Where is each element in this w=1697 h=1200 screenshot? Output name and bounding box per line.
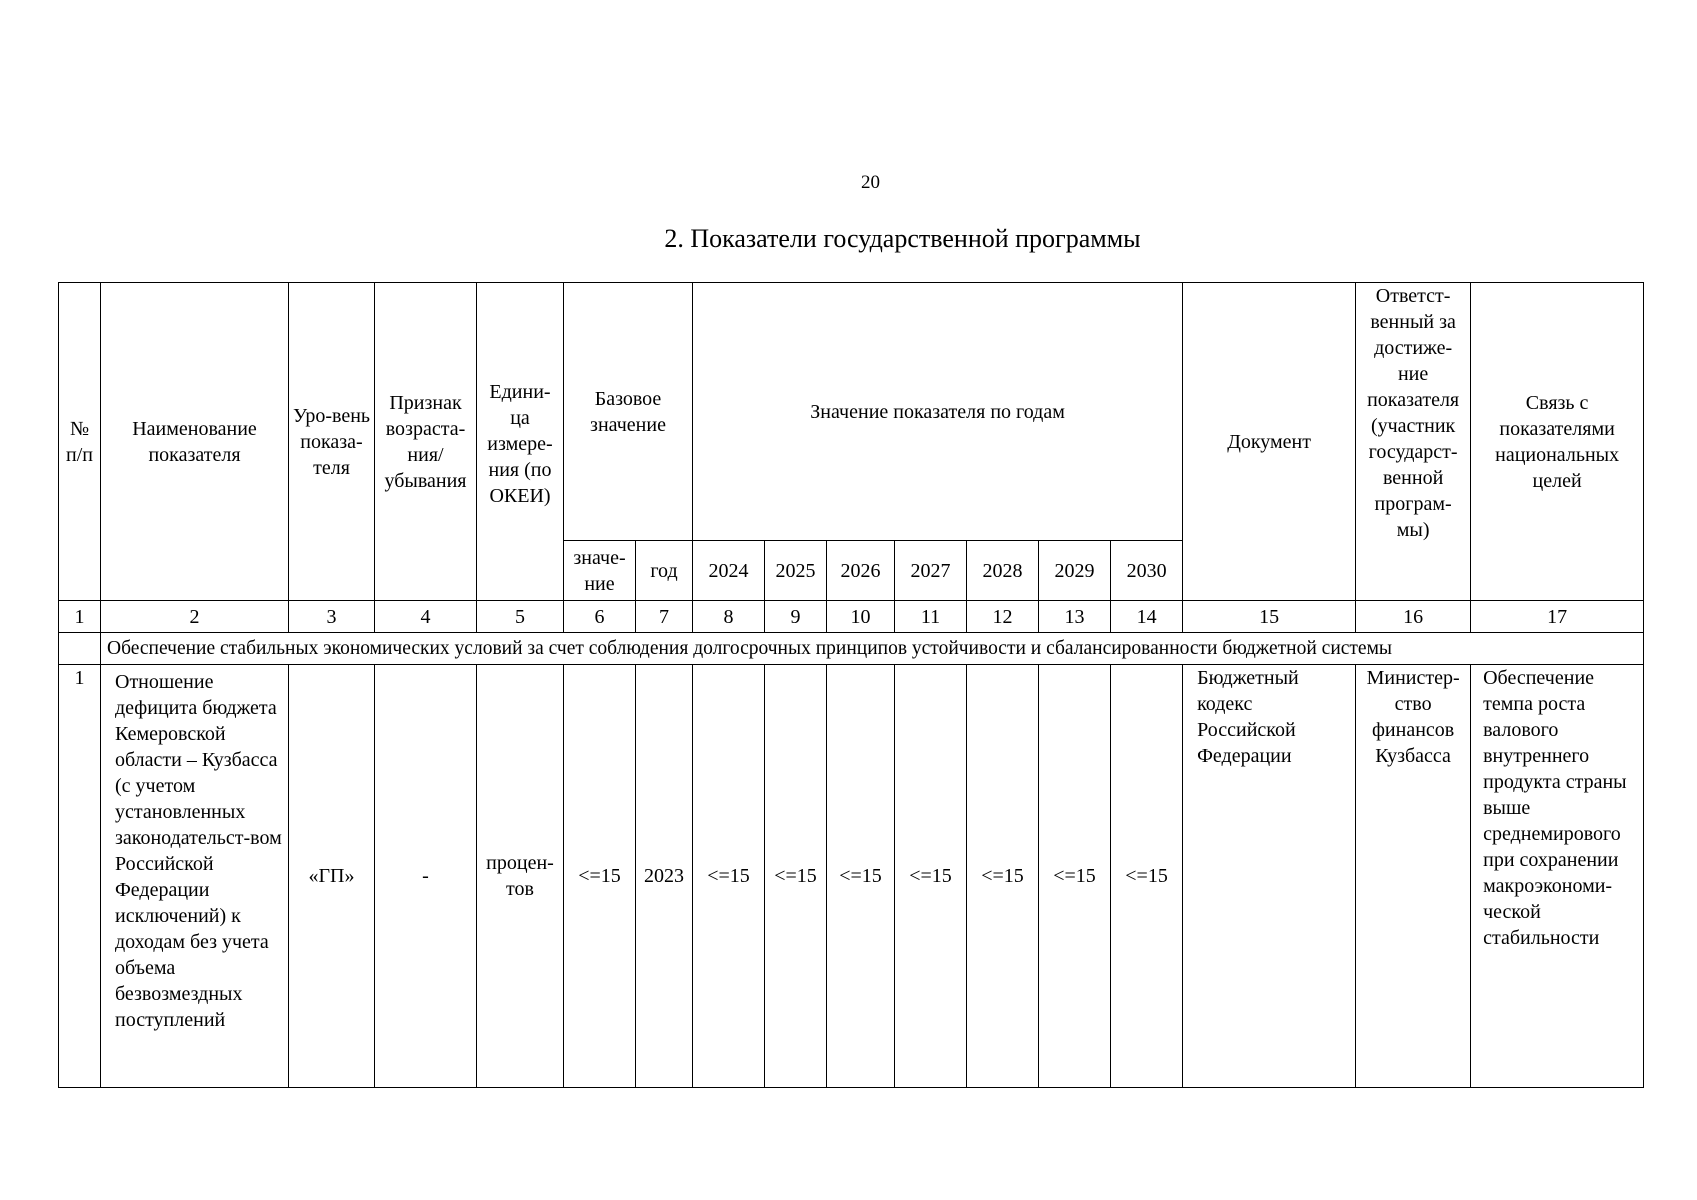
column-number: 17 bbox=[1471, 601, 1644, 633]
column-number: 12 bbox=[967, 601, 1039, 633]
base-year: 2023 bbox=[636, 665, 693, 1088]
national-goal-link: Обеспечение темпа роста валового внутреннего продукта страны выше среднемирового при сохранении макроэкономи-ческой стабильности bbox=[1471, 665, 1644, 1088]
column-number: 6 bbox=[564, 601, 636, 633]
header-year: 2030 bbox=[1111, 541, 1183, 601]
header-base-val: значе-ние bbox=[564, 541, 636, 601]
indicator-level: «ГП» bbox=[289, 665, 375, 1088]
document: Бюджетный кодекс Российской Федерации bbox=[1183, 665, 1356, 1088]
header-values-by-year: Значение показателя по годам bbox=[693, 283, 1183, 541]
table-row bbox=[59, 665, 1644, 1088]
value-2028: <=15 bbox=[967, 665, 1039, 1088]
column-number: 2 bbox=[101, 601, 289, 633]
column-number: 4 bbox=[375, 601, 477, 633]
responsible: Министер-ство финансов Кузбасса bbox=[1356, 665, 1471, 1088]
header-document: Документ bbox=[1183, 283, 1356, 601]
column-number: 7 bbox=[636, 601, 693, 633]
column-number: 3 bbox=[289, 601, 375, 633]
row-number: 1 bbox=[59, 665, 101, 1088]
header-year: 2026 bbox=[827, 541, 895, 601]
column-numbers-row bbox=[59, 601, 1644, 633]
header-number: № п/п bbox=[59, 283, 101, 601]
value-2027: <=15 bbox=[895, 665, 967, 1088]
column-number: 13 bbox=[1039, 601, 1111, 633]
value-2025: <=15 bbox=[765, 665, 827, 1088]
base-value: <=15 bbox=[564, 665, 636, 1088]
indicator-name: Отношение дефицита бюджета Кемеровской области – Кузбасса (с учетом установленных законодательст-вом Российской Федерации исключений) к доходам без учета объема безвозмездных поступлений bbox=[101, 665, 289, 1088]
column-number: 16 bbox=[1356, 601, 1471, 633]
value-2030: <=15 bbox=[1111, 665, 1183, 1088]
header-indicator-name: Наименование показателя bbox=[101, 283, 289, 601]
value-2024: <=15 bbox=[693, 665, 765, 1088]
header-trend: Признак возраста-ния/ убывания bbox=[375, 283, 477, 601]
column-number: 14 bbox=[1111, 601, 1183, 633]
header-base-value: Базовое значение bbox=[564, 283, 693, 541]
header-national-goals: Связь с показателями национальных целей bbox=[1471, 283, 1644, 601]
header-responsible: Ответст-венный за достиже-ние показателя (участник государст-венной програм-мы) bbox=[1356, 283, 1471, 601]
header-year: 2025 bbox=[765, 541, 827, 601]
page-number: 20 bbox=[861, 172, 880, 193]
value-2026: <=15 bbox=[827, 665, 895, 1088]
header-year: 2028 bbox=[967, 541, 1039, 601]
header-base-year: год bbox=[636, 541, 693, 601]
header-year: 2027 bbox=[895, 541, 967, 601]
value-2029: <=15 bbox=[1039, 665, 1111, 1088]
section-title: Обеспечение стабильных экономических условий за счет соблюдения долгосрочных принципов устойчивости и сбалансированности бюджетной системы bbox=[101, 633, 1644, 665]
header-year: 2024 bbox=[693, 541, 765, 601]
column-number: 10 bbox=[827, 601, 895, 633]
column-number: 15 bbox=[1183, 601, 1356, 633]
column-number: 11 bbox=[895, 601, 967, 633]
header-unit: Едини-ца измере-ния (по ОКЕИ) bbox=[477, 283, 564, 601]
column-number: 8 bbox=[693, 601, 765, 633]
page-title: 2. Показатели государственной программы bbox=[664, 224, 1141, 253]
indicator-trend: - bbox=[375, 665, 477, 1088]
header-level: Уро-вень показа-теля bbox=[289, 283, 375, 601]
indicators-table bbox=[58, 282, 1644, 1088]
header-year: 2029 bbox=[1039, 541, 1111, 601]
indicator-unit: процен-тов bbox=[477, 665, 564, 1088]
column-number: 5 bbox=[477, 601, 564, 633]
column-number: 9 bbox=[765, 601, 827, 633]
section-spacer bbox=[59, 633, 101, 665]
column-number: 1 bbox=[59, 601, 101, 633]
